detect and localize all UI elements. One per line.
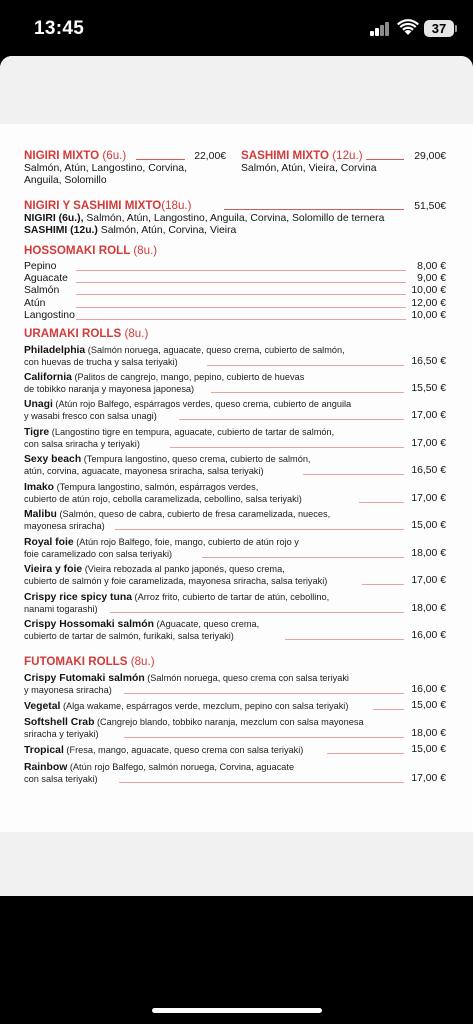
leader-line: [124, 737, 404, 738]
home-indicator[interactable]: [152, 1008, 322, 1013]
nigiri-sashimi-line: NIGIRI (6u.), Salmón, Atún, Langostino, Anguila, Corvina, Solomillo de ternera: [24, 213, 385, 224]
sheet-top-margin: [0, 56, 473, 124]
menu-item-price: 18,00 €: [411, 728, 446, 739]
nigiri-sashimi-price: 51,50€: [414, 201, 446, 212]
leader-line: [76, 319, 406, 320]
menu-item-price: 18,00 €: [411, 603, 446, 614]
menu-item-desc: (Tempura langostino, salmón, espárragos verdes,: [54, 482, 259, 492]
menu-item-name: Philadelphia: [24, 345, 86, 356]
menu-item-desc: (Atún rojo Balfego, espárragos verdes, queso crema, cubierto de anguila: [52, 399, 352, 409]
leader-line: [119, 782, 404, 783]
menu-item-desc: (Cangrejo blando, tobbiko naranja, mezclum con salsa mayonesa: [94, 717, 364, 727]
nigiri-mixto-title: NIGIRI MIXTO (6u.): [24, 149, 127, 162]
menu-item-price: 10,00 €: [411, 309, 446, 321]
leader-line: [76, 270, 406, 271]
menu-item: [24, 744, 303, 757]
hossomaki-title: HOSSOMAKI ROLL (8u.): [24, 244, 158, 257]
leader-line: [115, 529, 404, 530]
menu-item-price: 12,00 €: [411, 297, 446, 309]
status-bar: [0, 0, 473, 58]
menu-item-desc: (Fresa, mango, aguacate, queso crema con salsa teriyaki): [63, 745, 304, 755]
menu-item-price: 15,00 €: [411, 744, 446, 755]
leader-line: [207, 365, 404, 366]
sashimi-mixto-title: SASHIMI MIXTO (12u.): [241, 149, 363, 162]
menu-item-name: Malibu: [24, 509, 57, 520]
menu-item-desc: foie caramelizado con salsa teriyaki): [24, 549, 173, 559]
menu-item-name: Softshell Crab: [24, 717, 95, 728]
menu-item-desc: atún, corvina, aguacate, mayonesa sriracha, salsa teriyaki): [24, 466, 264, 476]
leader-line: [110, 612, 404, 613]
leader-line: [170, 447, 404, 448]
menu-item-desc: sriracha y teriyaki): [24, 729, 99, 739]
menu-item-desc: y mayonesa sriracha): [24, 685, 112, 695]
menu-item-price: 15,00 €: [411, 700, 446, 711]
menu-item-desc: (Palitos de cangrejo, mango, pepino, cubierto de huevas: [71, 372, 305, 382]
menu-item-desc: (Vieira rebozada al panko japonés, queso crema,: [82, 564, 285, 574]
menu-item-price: 17,00 €: [411, 575, 446, 586]
nigiri-mixto-desc: Anguila, Solomillo: [24, 175, 107, 186]
menu-item-desc: (Aguacate, queso crema,: [153, 619, 260, 629]
wifi-icon: [397, 19, 419, 36]
sashimi-mixto-price: 29,00€: [414, 151, 446, 162]
nigiri-sashimi-line: SASHIMI (12u.) Salmón, Atún, Corvina, Vieira: [24, 225, 237, 236]
menu-item-desc: (Atún rojo Balfego, foie, mango, cubierto de atún rojo y: [73, 537, 299, 547]
menu-item-price: 15,50 €: [411, 383, 446, 394]
menu-item-name: Tropical: [24, 745, 64, 756]
menu-item-desc: (Salmón noruega, queso crema con salsa teriyaki: [144, 673, 349, 683]
menu-item-desc: cubierto de tartar de salmón, furikaki, salsa teriyaki): [24, 631, 234, 641]
menu-item-price: 17,00 €: [411, 438, 446, 449]
menu-item-desc: nanami togarashi): [24, 604, 98, 614]
document-sheet[interactable]: [0, 56, 473, 896]
menu-item-desc: mayonesa sriracha): [24, 521, 105, 531]
menu-item-price: 10,00 €: [411, 285, 446, 297]
menu-item-name: Vieira y foie: [24, 564, 83, 575]
menu-item-price: 17,00 €: [411, 410, 446, 421]
battery-icon: 37: [424, 20, 454, 37]
leader-line: [76, 294, 406, 295]
menu-item-name: Rainbow: [24, 762, 68, 773]
menu-item-price: 16,50 €: [411, 465, 446, 476]
menu-item-name: California: [24, 372, 72, 383]
menu-item-name: Langostino: [24, 309, 75, 321]
menu-item-desc: de tobikko naranja y mayonesa japonesa): [24, 384, 195, 394]
menu-item-name: Crispy rice spicy tuna: [24, 592, 132, 603]
menu-item-price: 18,00 €: [411, 548, 446, 559]
battery-tip: [455, 25, 457, 32]
menu-item-price: 16,00 €: [411, 684, 446, 695]
menu-item: [24, 700, 348, 713]
menu-item-price: 17,00 €: [411, 773, 446, 784]
menu-item-price: 9,00 €: [417, 273, 446, 285]
status-time: 13:45: [34, 18, 85, 39]
leader-line: [211, 392, 404, 393]
menu-item-name: Vegetal: [24, 701, 61, 712]
menu-item-name: Salmón: [24, 285, 60, 297]
leader-line: [202, 557, 404, 558]
menu-item-desc: (Langostino tigre en tempura, aguacate, cubierto de tartar de salmón,: [49, 427, 335, 437]
menu-item-name: Imako: [24, 482, 55, 493]
menu-item-price: 17,00 €: [411, 493, 446, 504]
menu-item-desc: con salsa sriracha y teriyaki): [24, 439, 140, 449]
menu-item-name: Crispy Futomaki salmón: [24, 673, 145, 684]
menu-item-desc: cubierto de atún rojo, cebolla caramelizada, cebollino, salsa teriyaki): [24, 494, 302, 504]
menu-item-name: Aguacate: [24, 273, 68, 285]
menu-item-name: Crispy Hossomaki salmón: [24, 619, 154, 630]
menu-item-name: Unagi: [24, 399, 53, 410]
menu-item-name: Royal foie: [24, 537, 74, 548]
menu-item-name: Pepino: [24, 261, 57, 272]
menu-item-desc: (Salmón, queso de cabra, cubierto de fresa caramelizada, nueces,: [56, 509, 331, 519]
menu-item-desc: cubierto de salmón y foie caramelizada, mayonesa sriracha, salsa teriyaki): [24, 576, 328, 586]
nigiri-mixto-desc: Salmón, Atún, Langostino, Corvina,: [24, 163, 187, 174]
sheet-bottom-margin: [0, 832, 473, 896]
leader-line: [124, 693, 404, 694]
menu-item-desc: (Atún rojo Balfego, salmón noruega, Corvina, aguacate: [67, 762, 295, 772]
menu-item-name: Sexy beach: [24, 454, 82, 465]
menu-item-desc: con salsa teriyaki): [24, 774, 98, 784]
leader-line: [76, 307, 406, 308]
menu-item-desc: (Arroz frito, cubierto de tartar de atún, cebollino,: [132, 592, 330, 602]
leader-line: [179, 419, 404, 420]
menu-item-price: 16,00 €: [411, 630, 446, 641]
menu-item-desc: (Tempura langostino, queso crema, cubierto de salmón,: [81, 454, 311, 464]
nigiri-sashimi-title: NIGIRI Y SASHIMI MIXTO(18u.): [24, 199, 192, 212]
sashimi-mixto-desc: Salmón, Atún, Vieira, Corvina: [241, 163, 377, 174]
menu-item-name: Tigre: [24, 427, 50, 438]
menu-item-desc: y wasabi fresco con salsa unagi): [24, 411, 157, 421]
menu-item-price: 8,00 €: [417, 261, 446, 272]
futomaki-title: FUTOMAKI ROLLS (8u.): [24, 655, 155, 668]
menu-item-desc: con huevas de trucha y salsa teriyaki): [24, 357, 178, 367]
menu-item-price: 15,00 €: [411, 520, 446, 531]
nigiri-mixto-price: 22,00€: [194, 151, 226, 162]
uramaki-title: URAMAKI ROLLS (8u.): [24, 327, 149, 340]
menu-item-price: 16,50 €: [411, 356, 446, 367]
menu-page: [0, 124, 473, 832]
cellular-signal-icon: [370, 22, 390, 36]
menu-item-desc: (Salmón noruega, aguacate, queso crema, cubierto de salmón,: [85, 345, 345, 355]
menu-item-name: Atún: [24, 297, 46, 309]
menu-item-desc: (Alga wakame, espárragos verde, mezclum, pepino con salsa teriyaki): [60, 701, 349, 711]
leader-line: [76, 282, 406, 283]
leader-line: [224, 209, 404, 210]
